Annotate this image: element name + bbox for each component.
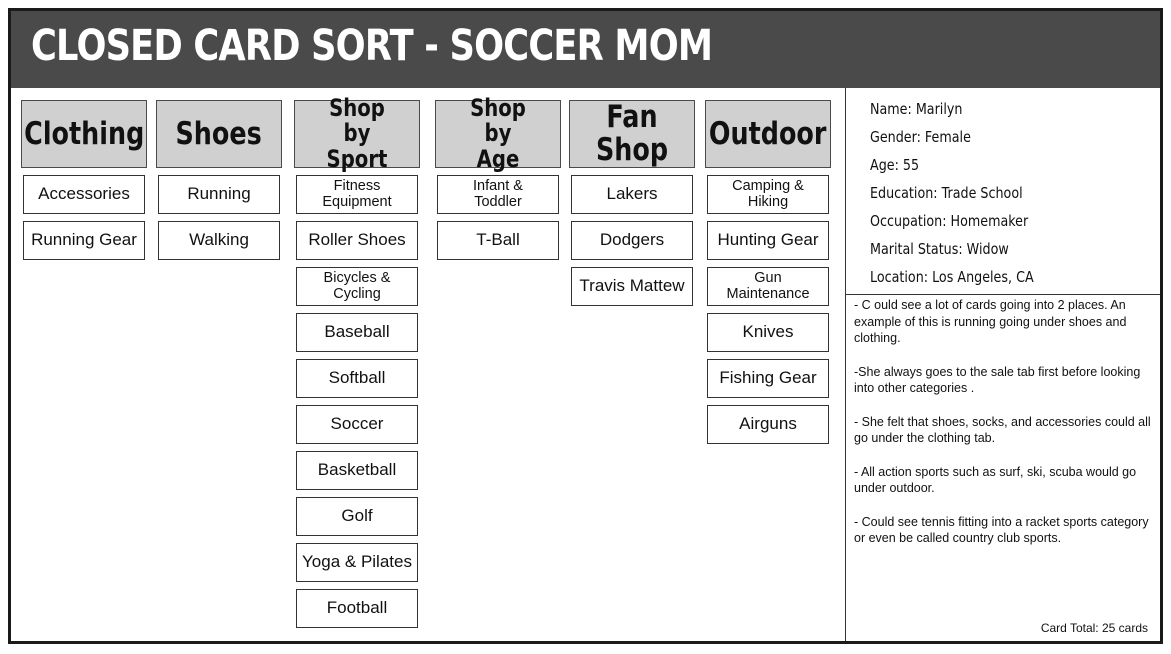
category-header: Shop by Sport	[294, 100, 420, 168]
card[interactable]: Basketball	[296, 451, 418, 490]
card[interactable]: T-Ball	[437, 221, 559, 260]
category-column-clothing	[21, 100, 147, 260]
profile-gender: Gender: Female	[870, 128, 971, 146]
category-column-fan-shop	[569, 100, 695, 306]
profile-age: Age: 55	[870, 156, 920, 174]
card[interactable]: Yoga & Pilates	[296, 543, 418, 582]
card[interactable]: Golf	[296, 497, 418, 536]
note: - All action sports such as surf, ski, scuba would go under outdoor.	[854, 464, 1137, 495]
card[interactable]: Knives	[707, 313, 829, 352]
card[interactable]: Roller Shoes	[296, 221, 418, 260]
category-column-outdoor	[705, 100, 831, 444]
category-header: Shop by Age	[435, 100, 561, 168]
note: - Could see tennis fitting into a racket sports category or even be called country club sports.	[854, 514, 1149, 545]
card[interactable]: Fishing Gear	[707, 359, 829, 398]
panel-divider-horizontal	[845, 294, 1160, 295]
card[interactable]: Softball	[296, 359, 418, 398]
card-total: Card Total: 25 cards	[1040, 621, 1148, 635]
card[interactable]: Lakers	[571, 175, 693, 214]
category-column-shop-by-sport	[294, 94, 420, 628]
session-notes	[854, 297, 1159, 564]
card[interactable]: Running	[158, 175, 280, 214]
card-sort-board	[8, 8, 1163, 644]
category-header: Fan Shop	[569, 100, 695, 168]
participant-profile	[870, 95, 1070, 291]
category-column-shoes	[156, 100, 282, 260]
title-bar	[11, 11, 1160, 88]
card[interactable]: Camping & Hiking	[707, 175, 829, 214]
note: - She felt that shoes, socks, and accessories could all go under the clothing tab.	[854, 414, 1151, 445]
category-column-shop-by-age	[435, 94, 561, 260]
profile-education: Education: Trade School	[870, 184, 1023, 202]
note: - C ould see a lot of cards going into 2 places. An example of this is running going under shoes and clothing.	[854, 298, 1127, 345]
card[interactable]: Infant & Toddler	[437, 175, 559, 214]
page-title: CLOSED CARD SORT - SOCCER MOM	[31, 21, 713, 71]
note: -She always goes to the sale tab first before looking into other categories .	[854, 364, 1141, 395]
card[interactable]: Fitness Equipment	[296, 175, 418, 214]
category-header: Outdoor	[705, 100, 831, 168]
card[interactable]: Accessories	[23, 175, 145, 214]
card[interactable]: Bicycles & Cycling	[296, 267, 418, 306]
category-header: Shoes	[156, 100, 282, 168]
profile-location: Location: Los Angeles, CA	[870, 268, 1034, 286]
profile-name: Name: Marilyn	[870, 100, 963, 118]
profile-marital-status: Marital Status: Widow	[870, 240, 1009, 258]
profile-occupation: Occupation: Homemaker	[870, 212, 1029, 230]
card[interactable]: Airguns	[707, 405, 829, 444]
category-header: Clothing	[21, 100, 147, 168]
card[interactable]: Hunting Gear	[707, 221, 829, 260]
card[interactable]: Running Gear	[23, 221, 145, 260]
card[interactable]: Dodgers	[571, 221, 693, 260]
card[interactable]: Walking	[158, 221, 280, 260]
card[interactable]: Gun Maintenance	[707, 267, 829, 306]
card[interactable]: Soccer	[296, 405, 418, 444]
card[interactable]: Football	[296, 589, 418, 628]
card[interactable]: Travis Mattew	[571, 267, 693, 306]
panel-divider-vertical	[845, 88, 846, 641]
card[interactable]: Baseball	[296, 313, 418, 352]
